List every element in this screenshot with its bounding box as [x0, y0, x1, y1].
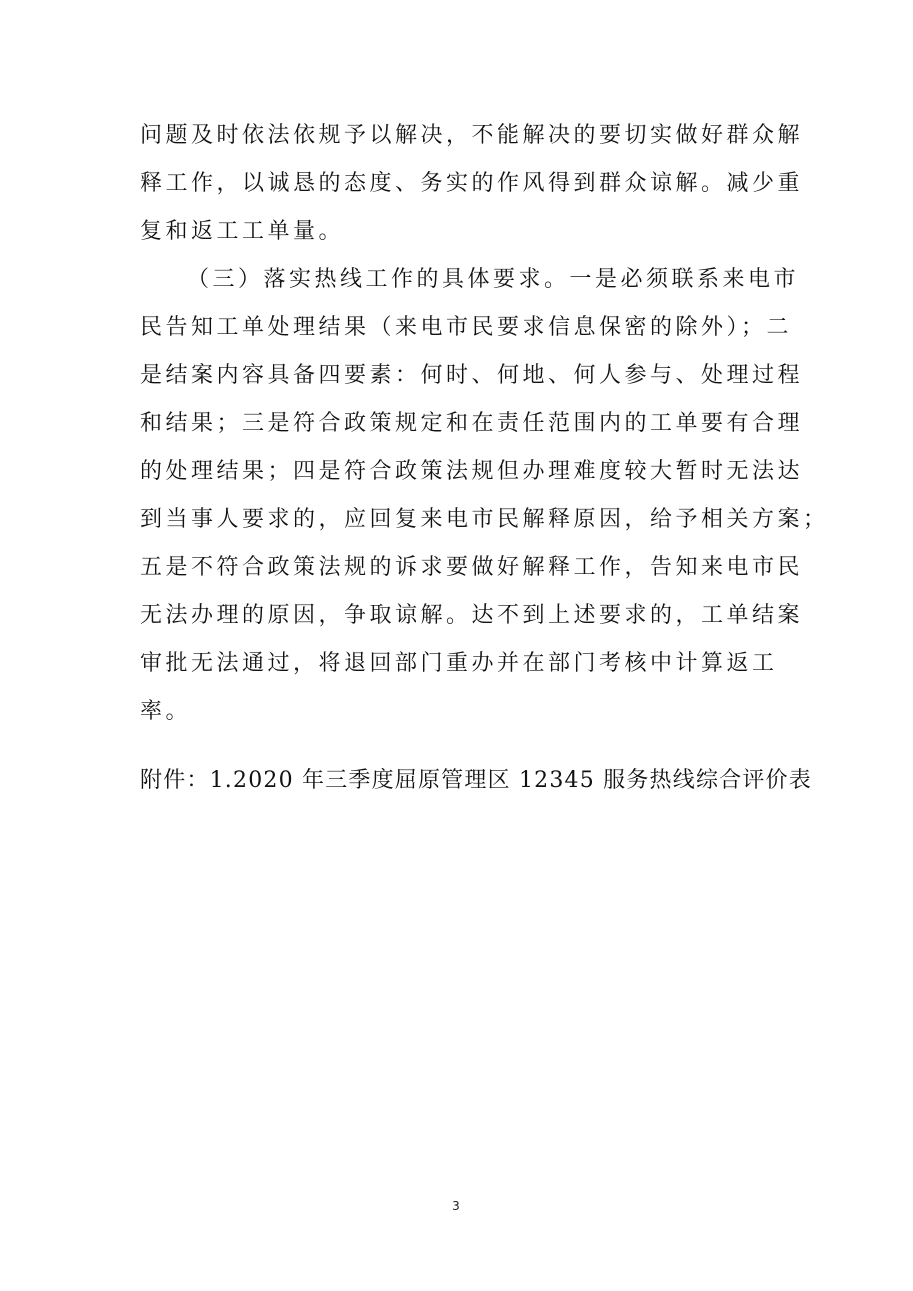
text-line: 复和返工工单量。 — [140, 219, 345, 244]
text-line: 到当事人要求的，应回复来电市民解释原因，给予相关方案； — [140, 507, 829, 532]
text-line: 问题及时依法依规予以解决，不能解决的要切实做好群众解 — [140, 123, 804, 148]
text-line: 的处理结果；四是符合政策法规但办理难度较大暂时无法达 — [140, 459, 804, 484]
text-line: 率。 — [140, 699, 192, 724]
text-line: 释工作，以诚恳的态度、务实的作风得到群众谅解。减少重 — [140, 171, 804, 196]
text-line: 审批无法通过，将退回部门重办并在部门考核中计算返工 — [140, 651, 778, 676]
text-line: 是结案内容具备四要素：何时、何地、何人参与、处理过程 — [140, 363, 804, 388]
text-line: 五是不符合政策法规的诉求要做好解释工作，告知来电市民 — [140, 555, 804, 580]
attachment-line: 附件：1.2020 年三季度屈原管理区 12345 服务热线综合评价表 — [140, 768, 812, 793]
text-line: 和结果；三是符合政策规定和在责任范围内的工单要有合理 — [140, 411, 804, 436]
text-line: 民告知工单处理结果（来电市民要求信息保密的除外）；二 — [140, 315, 793, 340]
text-line: （三）落实热线工作的具体要求。一是必须联系来电市 — [187, 267, 800, 292]
page-number: 3 — [452, 1199, 460, 1213]
text-line: 无法办理的原因，争取谅解。达不到上述要求的，工单结案 — [140, 603, 804, 628]
